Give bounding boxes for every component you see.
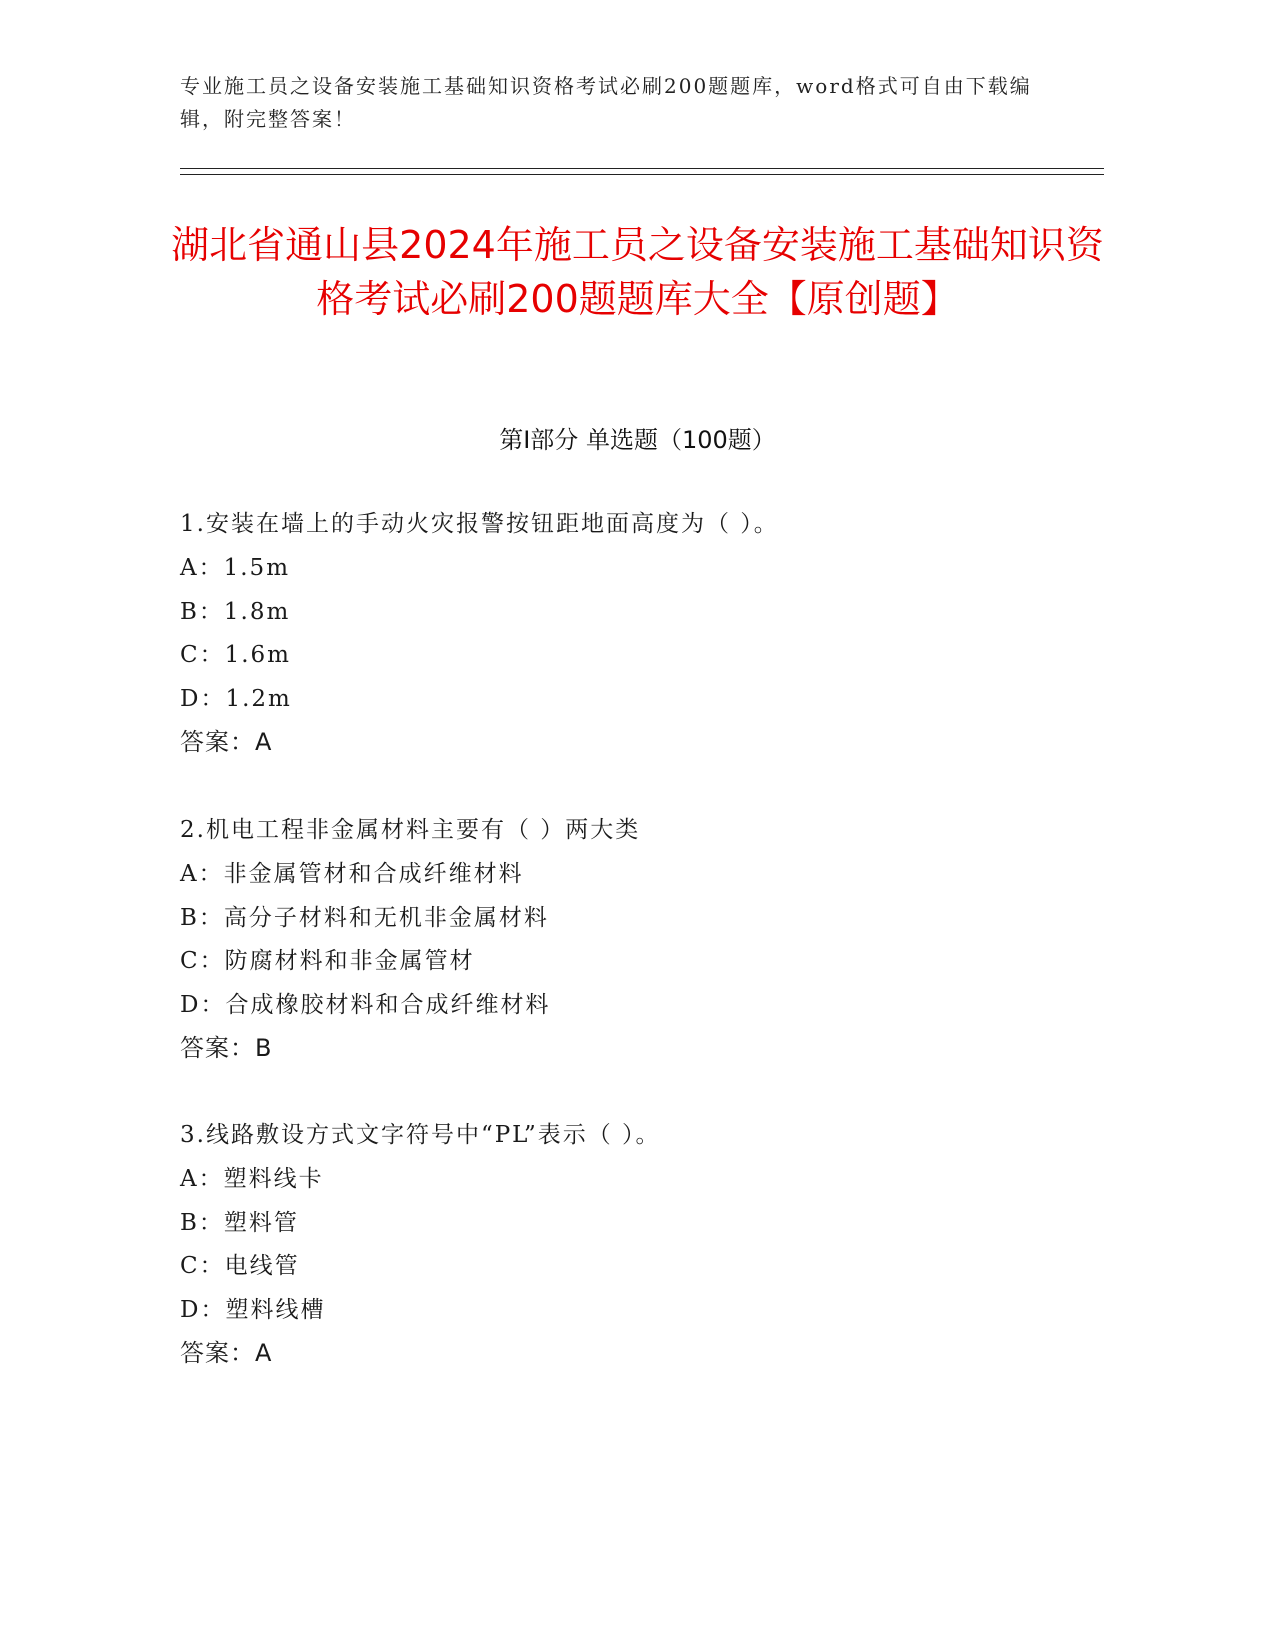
option-a: A：1.5m (180, 555, 290, 581)
option-d: D：塑料线槽 (180, 1296, 326, 1323)
option-a: A：非金属管材和合成纤维材料 (180, 861, 524, 887)
header-note: 专业施工员之设备安装施工基础知识资格考试必刷200题题库，word格式可自由下载编辑，附完整答案！ (180, 74, 1032, 131)
question-block (180, 808, 1080, 1071)
answer-line: 答案：B (180, 1034, 273, 1062)
question-stem: 1.安装在墙上的手动火灾报警按钮距地面高度为（ ）。 (180, 511, 779, 537)
question-stem: 2.机电工程非金属材料主要有（ ）两大类 (180, 817, 641, 843)
answer-line: 答案：A (180, 728, 273, 756)
header-divider-top (180, 168, 1104, 169)
option-c: C：1.6m (180, 642, 291, 668)
question-block (180, 502, 1080, 765)
header-divider-bottom (180, 174, 1104, 175)
option-d: D：1.2m (180, 685, 292, 712)
option-b: B：高分子材料和无机非金属材料 (180, 904, 549, 931)
option-b: B：塑料管 (180, 1209, 299, 1236)
option-c: C：防腐材料和非金属管材 (180, 948, 475, 974)
question-stem: 3.线路敷设方式文字符号中“PL”表示（ ）。 (180, 1122, 661, 1148)
section-heading: 第Ⅰ部分 单选题（100题） (499, 426, 776, 454)
question-block (180, 1113, 1080, 1376)
document-title: 湖北省通山县2024年施工员之设备安装施工基础知识资格考试必刷200题题库大全【原创题】 (171, 223, 1104, 321)
option-b: B：1.8m (180, 598, 291, 625)
option-c: C：电线管 (180, 1253, 300, 1279)
answer-line: 答案：A (180, 1339, 273, 1367)
option-d: D：合成橡胶材料和合成纤维材料 (180, 991, 551, 1018)
option-a: A：塑料线卡 (180, 1166, 324, 1192)
